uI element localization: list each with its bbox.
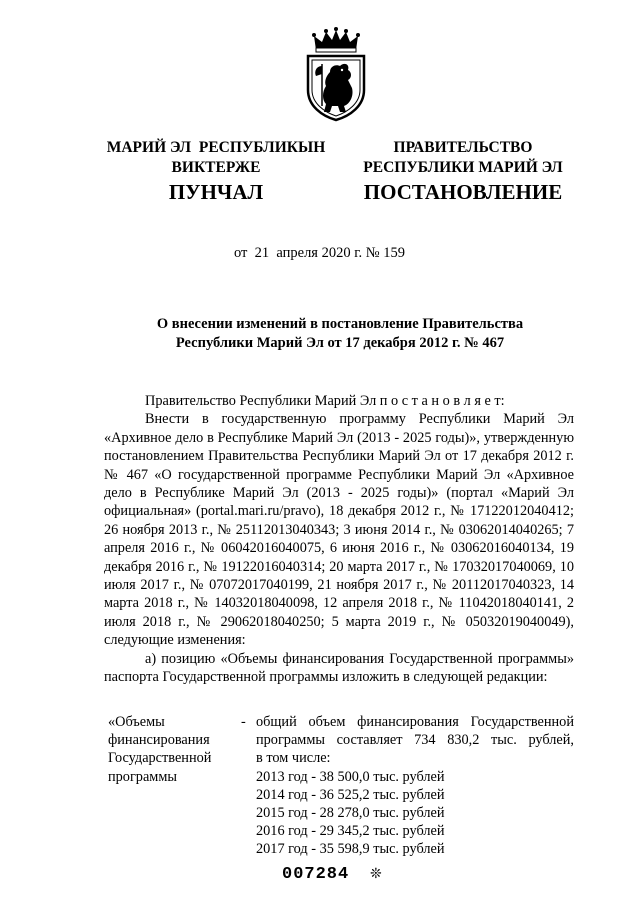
year-financing-row: 2015 год - 28 278,0 тыс. рублей <box>256 805 445 822</box>
passport-label <box>108 713 233 786</box>
amendment-paragraph: Внести в государственную программу Республики Марий Эл «Архивное дело в Республике Марий Эл (2013 - 2025 годы)», утвержденную постановлением Правительства Республики Марий Эл от 17 декабря 2012 г. № 467 «О государственной программе Республики Марий Эл «Архивное дело в Республике Марий Эл (2013 - 2025 годы)» (портал «Марий Эл официальная» (portal.mari.ru/pravo), 18 декабря 2012 г., № 17122012040412; 26 ноября 2013 г., № 25112013040343; 3 июня 2014 г., № 03062014040265; 7 апреля 2016 г., № 06042016040075, 6 июня 2016 г., № 03062016040134, 19 декабря 2016 г., № 19122016040314; 20 марта 2017 г., № 17032017040069, 10 июля 2017 г., № 07072017040199, 21 ноября 2017 г., № 20112017040323, 14 марта 2018 г., № 14032018040098, 12 апреля 2018 г., № 11042018040141, 2 июля 2018 г., № 29062018040250; 5 марта 2019 г., № 05032019040049), следующие изменения: <box>104 411 574 649</box>
date-and-number: от 21 апреля 2020 г. № 159 <box>233 245 405 261</box>
document-type-russian: ПОСТАНОВЛЕНИЕ <box>363 180 563 204</box>
crown-icon <box>312 27 360 52</box>
document-subject <box>100 315 580 353</box>
year-financing-row: 2016 год - 29 345,2 тыс. рублей <box>256 823 445 840</box>
resolution-intro: Правительство Республики Марий Эл п о с т а н о в л я е т: <box>145 393 505 409</box>
stamp-mark-icon: ❊ <box>370 867 382 882</box>
document-type-mari: ПУНЧАЛ <box>168 180 264 204</box>
including-label: в том числе: <box>256 750 331 767</box>
header-right-line1: ПРАВИТЕЛЬСТВО <box>393 139 533 156</box>
header-left-line2: ВИКТЕРЖЕ <box>171 159 261 176</box>
document-body <box>104 392 574 687</box>
coat-of-arms-emblem <box>300 26 372 122</box>
document-serial-number: 007284 <box>282 865 350 884</box>
header-right-line2: РЕСПУБЛИКИ МАРИЙ ЭЛ <box>363 159 563 176</box>
header-right <box>348 138 578 178</box>
passport-label-line: «Объемы <box>108 714 165 730</box>
header-left-line1: МАРИЙ ЭЛ РЕСПУБЛИКЫН <box>106 139 326 156</box>
year-financing-row: 2014 год - 36 525,2 тыс. рублей <box>256 786 445 803</box>
passport-dash: - <box>241 714 246 730</box>
total-line2: программы составляет 734 830,2 тыс. рублей, <box>256 732 574 749</box>
passport-label-line: финансирования <box>108 732 210 749</box>
passport-values <box>256 713 574 859</box>
total-line1: общий объем финансирования Государственной <box>256 714 574 730</box>
passport-label-line: Государственной <box>108 750 212 767</box>
passport-label-line: программы <box>108 768 178 785</box>
subject-line1: О внесении изменений в постановление Правительства <box>156 316 524 332</box>
subject-line2: Республики Марий Эл от 17 декабря 2012 г. № 467 <box>175 335 505 351</box>
year-financing-row: 2013 год - 38 500,0 тыс. рублей <box>256 768 445 785</box>
year-financing-row: 2017 год - 35 598,9 тыс. рублей <box>256 841 445 858</box>
header-left <box>96 138 336 178</box>
item-a-paragraph: а) позицию «Объемы финансирования Государственной программы» паспорта Государственной программы изложить в следующей редакции: <box>104 650 574 686</box>
